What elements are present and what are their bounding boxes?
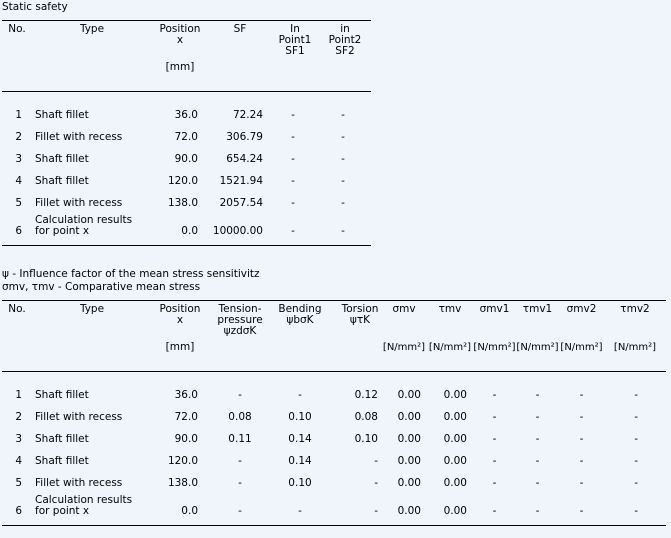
- t2-h-unit-tmv1: [N/mm²]: [516, 342, 559, 353]
- mean-stress-note-comparative: σmv, τmv - Comparative mean stress: [2, 281, 201, 293]
- t2-cell-tp: -: [238, 389, 242, 401]
- t2-h-position-unit: [mm]: [165, 341, 195, 353]
- t2-cell-smv: 0.00: [397, 477, 421, 489]
- t1-cell-sf: 1521.94: [219, 175, 263, 187]
- t2-cell-pos: 90.0: [174, 433, 198, 445]
- t2-h-pressure: pressure: [217, 314, 263, 326]
- t2-cell-smv: 0.00: [397, 455, 421, 467]
- t1-cell-type: Fillet with recess: [35, 197, 123, 209]
- t2-cell-no: 5: [15, 477, 22, 489]
- t1-h-type: Type: [79, 23, 105, 35]
- t2-cell-tmv1: -: [535, 433, 540, 445]
- t2-cell-type: Shaft fillet: [35, 455, 89, 467]
- t2-cell-tors: -: [374, 477, 378, 489]
- t2-cell-tors: 0.08: [354, 411, 378, 423]
- t2-h-torsion: Torsion: [341, 303, 379, 315]
- t1-cell-pos: 120.0: [167, 175, 198, 187]
- t2-cell-tp: -: [238, 477, 242, 489]
- t2-cell-type: Fillet with recess: [35, 411, 123, 423]
- t2-cell-tmv1: -: [535, 411, 540, 423]
- t2-cell-type: Calculation results: [35, 494, 133, 506]
- t2-cell-smv2: -: [579, 455, 584, 467]
- t1-h-sf2: SF2: [335, 45, 355, 57]
- table1-header-rule: [2, 91, 371, 92]
- t2-cell-tmv: 0.00: [443, 433, 467, 445]
- t2-cell-pos: 72.0: [174, 411, 198, 423]
- t2-h-psizdsk: ψzdσK: [223, 325, 257, 337]
- t1-cell-sf1: -: [291, 109, 295, 121]
- t1-cell-sf1: -: [291, 197, 295, 209]
- t1-cell-sf1: -: [291, 225, 295, 237]
- t2-h-unit-smv2: [N/mm²]: [560, 342, 603, 353]
- t2-cell-bend: -: [298, 505, 302, 517]
- static-safety-title: Static safety: [2, 1, 68, 13]
- t2-cell-tmv: 0.00: [443, 477, 467, 489]
- t2-cell-smv1: -: [492, 505, 497, 517]
- table2-top-rule: [2, 300, 666, 301]
- t2-h-position-x: x: [176, 314, 184, 326]
- t1-cell-sf2: -: [341, 131, 345, 143]
- t1-cell-sf: 654.24: [226, 153, 263, 165]
- t1-cell-sf: 72.24: [232, 109, 263, 121]
- t2-cell-tmv: 0.00: [443, 505, 467, 517]
- t2-cell-type: Fillet with recess: [35, 477, 123, 489]
- t2-cell-pos: 0.0: [181, 505, 198, 517]
- t1-h-in2: in: [340, 23, 350, 35]
- t2-cell-smv: 0.00: [397, 411, 421, 423]
- t1-h-position: Position: [159, 23, 201, 35]
- t2-cell-pos: 36.0: [174, 389, 198, 401]
- t1-cell-sf: 306.79: [226, 131, 263, 143]
- t2-h-tension: Tension-: [218, 303, 262, 315]
- t2-cell-tp: -: [238, 505, 242, 517]
- t2-h-unit-smv: [N/mm²]: [382, 342, 426, 353]
- t2-h-unit-tmv2: [N/mm²]: [613, 342, 657, 353]
- t1-h-sf1: SF1: [285, 45, 305, 57]
- t2-h-smv2: σmv2: [566, 303, 597, 315]
- t1-cell-no: 5: [15, 197, 22, 209]
- t2-cell-smv: 0.00: [397, 505, 421, 517]
- t1-cell-pos: 0.0: [181, 225, 198, 237]
- t1-cell-sf: 2057.54: [219, 197, 263, 209]
- t1-cell-sf1: -: [291, 175, 295, 187]
- t1-cell-no: 6: [15, 225, 22, 237]
- t2-cell-tmv2: -: [634, 455, 638, 467]
- t1-cell-no: 3: [15, 153, 22, 165]
- t2-cell-smv2: -: [579, 411, 584, 423]
- t1-cell-no: 4: [15, 175, 22, 187]
- t2-h-psitk: ψτK: [349, 314, 371, 326]
- t1-cell-pos: 90.0: [174, 153, 198, 165]
- t1-h-sf: SF: [233, 23, 247, 35]
- t1-cell-pos: 138.0: [167, 197, 198, 209]
- t2-h-tmv: τmv: [438, 303, 462, 315]
- t2-cell-type: Shaft fillet: [35, 389, 89, 401]
- t2-cell-tmv: 0.00: [443, 411, 467, 423]
- t1-cell-sf1: -: [291, 131, 295, 143]
- t2-h-smv1: σmv1: [479, 303, 510, 315]
- t2-cell-pos: 138.0: [167, 477, 198, 489]
- t2-cell-smv: 0.00: [397, 389, 421, 401]
- t1-cell-type: Shaft fillet: [35, 153, 89, 165]
- t1-h-in: In: [290, 23, 300, 35]
- t2-h-no: No.: [8, 303, 26, 315]
- t2-h-bending: Bending: [278, 303, 322, 315]
- t2-cell-smv1: -: [492, 411, 497, 423]
- t2-cell-bend: 0.10: [288, 477, 312, 489]
- t2-cell-smv1: -: [492, 433, 497, 445]
- t2-h-type: Type: [79, 303, 105, 315]
- table2-bottom-rule: [2, 525, 666, 526]
- t2-h-psibsk: ψbσK: [286, 314, 314, 326]
- t1-h-point1: Point1: [278, 34, 312, 46]
- t1-cell-pos: 72.0: [174, 131, 198, 143]
- table1-top-rule: [2, 20, 371, 21]
- t1-cell-no: 2: [15, 131, 22, 143]
- t1-h-position-unit: [mm]: [165, 61, 195, 73]
- t1-h-no: No.: [8, 23, 26, 35]
- t2-cell-no: 3: [15, 433, 22, 445]
- t1-cell-sf1: -: [291, 153, 295, 165]
- t2-h-smv: σmv: [392, 303, 416, 315]
- t2-cell-smv1: -: [492, 389, 497, 401]
- t1-cell-sf2: -: [341, 197, 345, 209]
- t2-cell-type: Shaft fillet: [35, 433, 89, 445]
- t2-cell-smv2: -: [579, 433, 584, 445]
- t2-cell-tors: 0.12: [354, 389, 378, 401]
- t1-cell-type: Shaft fillet: [35, 109, 89, 121]
- t2-cell-tors: -: [374, 505, 378, 517]
- t2-cell-bend: 0.10: [288, 411, 312, 423]
- t1-cell-type: Shaft fillet: [35, 175, 89, 187]
- t1-cell-no: 1: [15, 109, 22, 121]
- t2-cell-tp: 0.08: [228, 411, 252, 423]
- t2-cell-pos: 120.0: [167, 455, 198, 467]
- t1-cell-type: Calculation results: [35, 214, 133, 226]
- t2-cell-tmv1: -: [535, 477, 540, 489]
- t2-cell-smv2: -: [579, 505, 584, 517]
- t2-h-position: Position: [159, 303, 201, 315]
- t2-cell-smv2: -: [579, 389, 584, 401]
- mean-stress-note-psi: ψ - Influence factor of the mean stress sensitivitz: [2, 268, 260, 280]
- t2-cell-no: 1: [15, 389, 22, 401]
- t1-cell-sf2: -: [341, 153, 345, 165]
- t1-cell-sf: 10000.00: [212, 225, 263, 237]
- t2-cell-no: 2: [15, 411, 22, 423]
- t2-cell-tmv1: -: [535, 389, 540, 401]
- t2-cell-bend: 0.14: [288, 433, 312, 445]
- t2-h-unit-smv1: [N/mm²]: [473, 342, 516, 353]
- t2-cell-tors: 0.10: [354, 433, 378, 445]
- t2-cell-tp: -: [238, 455, 242, 467]
- t1-cell-type-line2: for point x: [35, 225, 90, 237]
- t2-h-unit-tmv: [N/mm²]: [428, 342, 472, 353]
- t2-cell-smv: 0.00: [397, 433, 421, 445]
- table1-bottom-rule: [2, 245, 371, 246]
- table2-header-rule: [2, 371, 666, 372]
- t2-cell-tmv: 0.00: [443, 389, 467, 401]
- t2-cell-bend: -: [298, 389, 302, 401]
- t2-cell-tmv1: -: [535, 505, 540, 517]
- t2-h-tmv1: τmv1: [522, 303, 553, 315]
- t2-cell-smv1: -: [492, 477, 497, 489]
- t2-cell-no: 4: [15, 455, 22, 467]
- t1-cell-sf2: -: [341, 175, 345, 187]
- t2-cell-tmv1: -: [535, 455, 540, 467]
- t1-cell-type: Fillet with recess: [35, 131, 123, 143]
- t2-cell-bend: 0.14: [288, 455, 312, 467]
- t2-cell-tmv2: -: [634, 477, 638, 489]
- t2-cell-tors: -: [374, 455, 378, 467]
- t1-cell-pos: 36.0: [174, 109, 198, 121]
- t2-cell-smv2: -: [579, 477, 584, 489]
- t2-cell-tmv2: -: [634, 505, 638, 517]
- t2-cell-tmv2: -: [634, 433, 638, 445]
- t1-h-point2: Point2: [328, 34, 362, 46]
- t2-cell-smv1: -: [492, 455, 497, 467]
- t1-cell-sf2: -: [341, 225, 345, 237]
- t2-cell-tmv2: -: [634, 411, 638, 423]
- t2-h-tmv2: τmv2: [620, 303, 650, 315]
- t1-h-position-x: x: [176, 34, 184, 46]
- t2-cell-type-line2: for point x: [35, 505, 90, 517]
- t2-cell-tmv: 0.00: [443, 455, 467, 467]
- t1-cell-sf2: -: [341, 109, 345, 121]
- t2-cell-tp: 0.11: [228, 433, 252, 445]
- t2-cell-no: 6: [15, 505, 22, 517]
- t2-cell-tmv2: -: [634, 389, 638, 401]
